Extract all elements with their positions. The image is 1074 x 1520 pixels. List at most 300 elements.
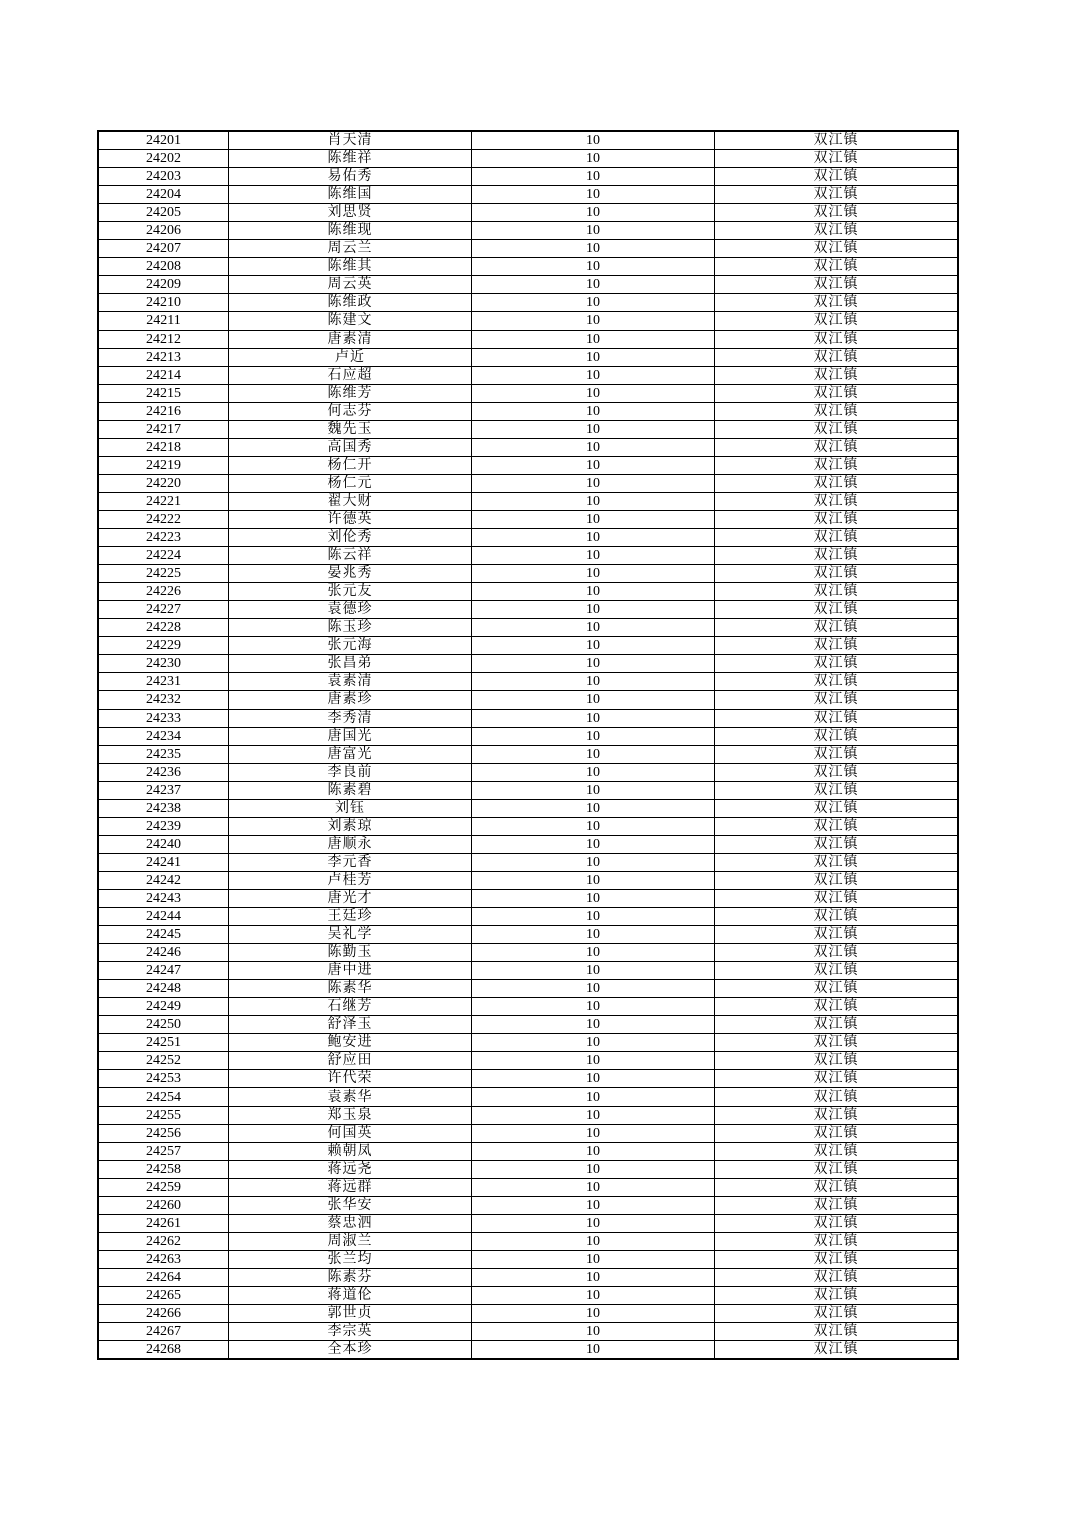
cell-town: 双江镇 xyxy=(715,871,959,889)
cell-id: 24249 xyxy=(98,998,229,1016)
cell-name: 周淑兰 xyxy=(229,1232,472,1250)
cell-id: 24261 xyxy=(98,1214,229,1232)
cell-id: 24231 xyxy=(98,673,229,691)
cell-town: 双江镇 xyxy=(715,745,959,763)
cell-name: 唐顺永 xyxy=(229,835,472,853)
cell-name: 许德英 xyxy=(229,510,472,528)
cell-amount: 10 xyxy=(472,222,715,240)
cell-id: 24239 xyxy=(98,817,229,835)
cell-town: 双江镇 xyxy=(715,1124,959,1142)
cell-town: 双江镇 xyxy=(715,655,959,673)
cell-id: 24218 xyxy=(98,438,229,456)
cell-town: 双江镇 xyxy=(715,1034,959,1052)
cell-name: 全本珍 xyxy=(229,1341,472,1360)
cell-id: 24212 xyxy=(98,330,229,348)
cell-id: 24221 xyxy=(98,492,229,510)
table-row xyxy=(98,908,958,926)
table-row xyxy=(98,1178,958,1196)
cell-amount: 10 xyxy=(472,908,715,926)
cell-town: 双江镇 xyxy=(715,601,959,619)
table-row xyxy=(98,1034,958,1052)
cell-amount: 10 xyxy=(472,637,715,655)
cell-name: 蔡忠泗 xyxy=(229,1214,472,1232)
cell-id: 24210 xyxy=(98,294,229,312)
cell-amount: 10 xyxy=(472,1323,715,1341)
table-row xyxy=(98,745,958,763)
cell-amount: 10 xyxy=(472,619,715,637)
table-row xyxy=(98,186,958,204)
cell-id: 24205 xyxy=(98,204,229,222)
table-row xyxy=(98,1305,958,1323)
cell-name: 易佑秀 xyxy=(229,168,472,186)
cell-id: 24236 xyxy=(98,763,229,781)
cell-id: 24235 xyxy=(98,745,229,763)
cell-amount: 10 xyxy=(472,1106,715,1124)
cell-id: 24264 xyxy=(98,1268,229,1286)
cell-amount: 10 xyxy=(472,420,715,438)
cell-id: 24232 xyxy=(98,691,229,709)
cell-amount: 10 xyxy=(472,853,715,871)
cell-town: 双江镇 xyxy=(715,565,959,583)
cell-town: 双江镇 xyxy=(715,1088,959,1106)
table-row xyxy=(98,1323,958,1341)
cell-town: 双江镇 xyxy=(715,1232,959,1250)
cell-id: 24219 xyxy=(98,456,229,474)
cell-id: 24244 xyxy=(98,908,229,926)
cell-name: 周云兰 xyxy=(229,240,472,258)
cell-amount: 10 xyxy=(472,312,715,330)
cell-town: 双江镇 xyxy=(715,637,959,655)
cell-name: 张兰均 xyxy=(229,1250,472,1268)
cell-amount: 10 xyxy=(472,763,715,781)
table-row xyxy=(98,835,958,853)
cell-name: 何志芬 xyxy=(229,402,472,420)
table-row xyxy=(98,131,958,150)
table-row xyxy=(98,781,958,799)
cell-town: 双江镇 xyxy=(715,1070,959,1088)
cell-amount: 10 xyxy=(472,330,715,348)
cell-amount: 10 xyxy=(472,727,715,745)
table-row xyxy=(98,565,958,583)
cell-amount: 10 xyxy=(472,745,715,763)
cell-name: 周云英 xyxy=(229,276,472,294)
cell-town: 双江镇 xyxy=(715,456,959,474)
cell-town: 双江镇 xyxy=(715,962,959,980)
cell-name: 舒泽玉 xyxy=(229,1016,472,1034)
cell-name: 王廷珍 xyxy=(229,908,472,926)
cell-amount: 10 xyxy=(472,168,715,186)
cell-amount: 10 xyxy=(472,980,715,998)
cell-id: 24251 xyxy=(98,1034,229,1052)
cell-amount: 10 xyxy=(472,655,715,673)
cell-name: 翟大财 xyxy=(229,492,472,510)
cell-town: 双江镇 xyxy=(715,619,959,637)
cell-name: 鲍安进 xyxy=(229,1034,472,1052)
cell-name: 李宗英 xyxy=(229,1323,472,1341)
cell-amount: 10 xyxy=(472,1178,715,1196)
table-row xyxy=(98,998,958,1016)
table-row xyxy=(98,547,958,565)
table-row xyxy=(98,420,958,438)
cell-id: 24213 xyxy=(98,348,229,366)
cell-name: 何国英 xyxy=(229,1124,472,1142)
cell-name: 刘钰 xyxy=(229,799,472,817)
table-row xyxy=(98,853,958,871)
table-row xyxy=(98,1232,958,1250)
table-row xyxy=(98,583,958,601)
table-row xyxy=(98,1142,958,1160)
cell-amount: 10 xyxy=(472,1232,715,1250)
cell-town: 双江镇 xyxy=(715,168,959,186)
cell-town: 双江镇 xyxy=(715,438,959,456)
cell-name: 陈维祥 xyxy=(229,150,472,168)
cell-town: 双江镇 xyxy=(715,186,959,204)
records-table xyxy=(97,130,959,1360)
cell-amount: 10 xyxy=(472,817,715,835)
cell-id: 24267 xyxy=(98,1323,229,1341)
table-row xyxy=(98,619,958,637)
cell-name: 高国秀 xyxy=(229,438,472,456)
table-row xyxy=(98,871,958,889)
cell-town: 双江镇 xyxy=(715,889,959,907)
cell-town: 双江镇 xyxy=(715,1160,959,1178)
cell-name: 唐中进 xyxy=(229,962,472,980)
cell-amount: 10 xyxy=(472,547,715,565)
table-row xyxy=(98,889,958,907)
cell-town: 双江镇 xyxy=(715,204,959,222)
cell-town: 双江镇 xyxy=(715,492,959,510)
cell-town: 双江镇 xyxy=(715,908,959,926)
cell-id: 24260 xyxy=(98,1196,229,1214)
cell-name: 唐富光 xyxy=(229,745,472,763)
cell-name: 刘素琼 xyxy=(229,817,472,835)
cell-town: 双江镇 xyxy=(715,980,959,998)
cell-id: 24243 xyxy=(98,889,229,907)
cell-town: 双江镇 xyxy=(715,853,959,871)
cell-town: 双江镇 xyxy=(715,150,959,168)
cell-id: 24222 xyxy=(98,510,229,528)
table-row xyxy=(98,366,958,384)
cell-town: 双江镇 xyxy=(715,1287,959,1305)
cell-amount: 10 xyxy=(472,1196,715,1214)
table-row xyxy=(98,980,958,998)
cell-name: 杨仁元 xyxy=(229,474,472,492)
cell-id: 24237 xyxy=(98,781,229,799)
cell-name: 蒋远尧 xyxy=(229,1160,472,1178)
table-row xyxy=(98,204,958,222)
table-row xyxy=(98,655,958,673)
table-row xyxy=(98,474,958,492)
cell-id: 24268 xyxy=(98,1341,229,1360)
cell-id: 24220 xyxy=(98,474,229,492)
cell-amount: 10 xyxy=(472,456,715,474)
table-row xyxy=(98,276,958,294)
cell-id: 24248 xyxy=(98,980,229,998)
cell-name: 舒应田 xyxy=(229,1052,472,1070)
cell-town: 双江镇 xyxy=(715,529,959,547)
cell-town: 双江镇 xyxy=(715,998,959,1016)
cell-id: 24214 xyxy=(98,366,229,384)
cell-id: 24258 xyxy=(98,1160,229,1178)
cell-id: 24202 xyxy=(98,150,229,168)
cell-name: 袁素华 xyxy=(229,1088,472,1106)
cell-town: 双江镇 xyxy=(715,240,959,258)
cell-amount: 10 xyxy=(472,709,715,727)
cell-name: 李元香 xyxy=(229,853,472,871)
cell-name: 陈素芬 xyxy=(229,1268,472,1286)
cell-name: 陈维国 xyxy=(229,186,472,204)
table-row xyxy=(98,258,958,276)
cell-name: 陈维政 xyxy=(229,294,472,312)
cell-name: 石应超 xyxy=(229,366,472,384)
cell-id: 24246 xyxy=(98,944,229,962)
cell-id: 24229 xyxy=(98,637,229,655)
cell-amount: 10 xyxy=(472,1142,715,1160)
cell-amount: 10 xyxy=(472,1341,715,1360)
cell-town: 双江镇 xyxy=(715,799,959,817)
cell-name: 唐光才 xyxy=(229,889,472,907)
cell-town: 双江镇 xyxy=(715,944,959,962)
cell-amount: 10 xyxy=(472,1016,715,1034)
cell-amount: 10 xyxy=(472,240,715,258)
cell-amount: 10 xyxy=(472,294,715,312)
cell-amount: 10 xyxy=(472,384,715,402)
cell-amount: 10 xyxy=(472,781,715,799)
cell-amount: 10 xyxy=(472,835,715,853)
cell-town: 双江镇 xyxy=(715,1214,959,1232)
cell-amount: 10 xyxy=(472,258,715,276)
cell-town: 双江镇 xyxy=(715,547,959,565)
cell-name: 肖天清 xyxy=(229,131,472,150)
cell-name: 陈素碧 xyxy=(229,781,472,799)
table-row xyxy=(98,1196,958,1214)
cell-name: 许代荣 xyxy=(229,1070,472,1088)
cell-amount: 10 xyxy=(472,1124,715,1142)
cell-id: 24223 xyxy=(98,529,229,547)
cell-id: 24206 xyxy=(98,222,229,240)
cell-amount: 10 xyxy=(472,1160,715,1178)
table-row xyxy=(98,1287,958,1305)
cell-name: 陈勤玉 xyxy=(229,944,472,962)
cell-id: 24247 xyxy=(98,962,229,980)
cell-amount: 10 xyxy=(472,799,715,817)
cell-name: 陈维其 xyxy=(229,258,472,276)
cell-id: 24203 xyxy=(98,168,229,186)
cell-town: 双江镇 xyxy=(715,835,959,853)
cell-id: 24242 xyxy=(98,871,229,889)
table-row xyxy=(98,312,958,330)
cell-name: 晏兆秀 xyxy=(229,565,472,583)
table-row xyxy=(98,384,958,402)
cell-id: 24233 xyxy=(98,709,229,727)
table-row xyxy=(98,330,958,348)
cell-town: 双江镇 xyxy=(715,1052,959,1070)
cell-amount: 10 xyxy=(472,691,715,709)
cell-name: 李良前 xyxy=(229,763,472,781)
table-row xyxy=(98,1341,958,1360)
cell-id: 24224 xyxy=(98,547,229,565)
cell-town: 双江镇 xyxy=(715,781,959,799)
table-row xyxy=(98,492,958,510)
cell-town: 双江镇 xyxy=(715,1178,959,1196)
cell-amount: 10 xyxy=(472,944,715,962)
table-row xyxy=(98,673,958,691)
cell-name: 唐素清 xyxy=(229,330,472,348)
cell-town: 双江镇 xyxy=(715,1341,959,1360)
cell-town: 双江镇 xyxy=(715,384,959,402)
table-row xyxy=(98,1070,958,1088)
cell-id: 24250 xyxy=(98,1016,229,1034)
cell-name: 蒋道伦 xyxy=(229,1287,472,1305)
cell-amount: 10 xyxy=(472,601,715,619)
cell-amount: 10 xyxy=(472,150,715,168)
cell-town: 双江镇 xyxy=(715,312,959,330)
cell-name: 赖朝凤 xyxy=(229,1142,472,1160)
cell-id: 24241 xyxy=(98,853,229,871)
cell-name: 袁素清 xyxy=(229,673,472,691)
cell-amount: 10 xyxy=(472,438,715,456)
records-table-body xyxy=(98,131,958,1359)
cell-amount: 10 xyxy=(472,492,715,510)
cell-id: 24240 xyxy=(98,835,229,853)
cell-id: 24207 xyxy=(98,240,229,258)
cell-name: 刘思贤 xyxy=(229,204,472,222)
cell-amount: 10 xyxy=(472,204,715,222)
cell-amount: 10 xyxy=(472,871,715,889)
cell-id: 24227 xyxy=(98,601,229,619)
table-row xyxy=(98,348,958,366)
cell-amount: 10 xyxy=(472,474,715,492)
cell-amount: 10 xyxy=(472,529,715,547)
cell-amount: 10 xyxy=(472,186,715,204)
table-row xyxy=(98,150,958,168)
cell-amount: 10 xyxy=(472,926,715,944)
cell-id: 24252 xyxy=(98,1052,229,1070)
cell-id: 24208 xyxy=(98,258,229,276)
cell-id: 24215 xyxy=(98,384,229,402)
cell-id: 24226 xyxy=(98,583,229,601)
cell-town: 双江镇 xyxy=(715,727,959,745)
cell-town: 双江镇 xyxy=(715,510,959,528)
cell-name: 蒋远群 xyxy=(229,1178,472,1196)
cell-amount: 10 xyxy=(472,1034,715,1052)
cell-name: 张华安 xyxy=(229,1196,472,1214)
cell-name: 唐素珍 xyxy=(229,691,472,709)
cell-id: 24228 xyxy=(98,619,229,637)
cell-name: 李秀清 xyxy=(229,709,472,727)
cell-town: 双江镇 xyxy=(715,1196,959,1214)
cell-town: 双江镇 xyxy=(715,276,959,294)
cell-town: 双江镇 xyxy=(715,366,959,384)
cell-name: 刘伦秀 xyxy=(229,529,472,547)
cell-id: 24257 xyxy=(98,1142,229,1160)
table-row xyxy=(98,1250,958,1268)
cell-name: 陈素华 xyxy=(229,980,472,998)
cell-amount: 10 xyxy=(472,1214,715,1232)
table-row xyxy=(98,402,958,420)
cell-town: 双江镇 xyxy=(715,1250,959,1268)
cell-amount: 10 xyxy=(472,348,715,366)
cell-town: 双江镇 xyxy=(715,402,959,420)
cell-amount: 10 xyxy=(472,1250,715,1268)
table-row xyxy=(98,438,958,456)
cell-town: 双江镇 xyxy=(715,222,959,240)
cell-town: 双江镇 xyxy=(715,673,959,691)
cell-amount: 10 xyxy=(472,510,715,528)
cell-id: 24234 xyxy=(98,727,229,745)
table-row xyxy=(98,510,958,528)
cell-amount: 10 xyxy=(472,402,715,420)
cell-id: 24211 xyxy=(98,312,229,330)
table-row xyxy=(98,1124,958,1142)
table-row xyxy=(98,727,958,745)
cell-name: 张昌弟 xyxy=(229,655,472,673)
cell-town: 双江镇 xyxy=(715,1016,959,1034)
cell-name: 卢近 xyxy=(229,348,472,366)
cell-name: 陈建文 xyxy=(229,312,472,330)
table-row xyxy=(98,240,958,258)
cell-name: 郭世贞 xyxy=(229,1305,472,1323)
table-row xyxy=(98,168,958,186)
cell-id: 24217 xyxy=(98,420,229,438)
cell-town: 双江镇 xyxy=(715,348,959,366)
cell-amount: 10 xyxy=(472,366,715,384)
cell-amount: 10 xyxy=(472,1052,715,1070)
table-row xyxy=(98,1106,958,1124)
cell-town: 双江镇 xyxy=(715,131,959,150)
table-row xyxy=(98,799,958,817)
cell-name: 张元友 xyxy=(229,583,472,601)
cell-amount: 10 xyxy=(472,1305,715,1323)
cell-town: 双江镇 xyxy=(715,817,959,835)
cell-amount: 10 xyxy=(472,276,715,294)
table-row xyxy=(98,294,958,312)
table-row xyxy=(98,962,958,980)
table-row xyxy=(98,1016,958,1034)
table-row xyxy=(98,691,958,709)
table-row xyxy=(98,637,958,655)
cell-name: 陈维现 xyxy=(229,222,472,240)
cell-town: 双江镇 xyxy=(715,691,959,709)
cell-id: 24253 xyxy=(98,1070,229,1088)
cell-id: 24201 xyxy=(98,131,229,150)
cell-amount: 10 xyxy=(472,1268,715,1286)
cell-name: 魏先玉 xyxy=(229,420,472,438)
cell-id: 24263 xyxy=(98,1250,229,1268)
cell-id: 24265 xyxy=(98,1287,229,1305)
table-row xyxy=(98,456,958,474)
table-row xyxy=(98,1088,958,1106)
cell-name: 陈云祥 xyxy=(229,547,472,565)
cell-town: 双江镇 xyxy=(715,330,959,348)
cell-id: 24255 xyxy=(98,1106,229,1124)
cell-town: 双江镇 xyxy=(715,709,959,727)
cell-town: 双江镇 xyxy=(715,1106,959,1124)
cell-name: 张元海 xyxy=(229,637,472,655)
cell-town: 双江镇 xyxy=(715,474,959,492)
table-row xyxy=(98,709,958,727)
cell-name: 郑玉泉 xyxy=(229,1106,472,1124)
table-row xyxy=(98,1214,958,1232)
cell-town: 双江镇 xyxy=(715,294,959,312)
cell-town: 双江镇 xyxy=(715,926,959,944)
cell-amount: 10 xyxy=(472,1287,715,1305)
cell-town: 双江镇 xyxy=(715,1323,959,1341)
table-row xyxy=(98,926,958,944)
table-row xyxy=(98,944,958,962)
cell-name: 吴礼学 xyxy=(229,926,472,944)
cell-town: 双江镇 xyxy=(715,1305,959,1323)
